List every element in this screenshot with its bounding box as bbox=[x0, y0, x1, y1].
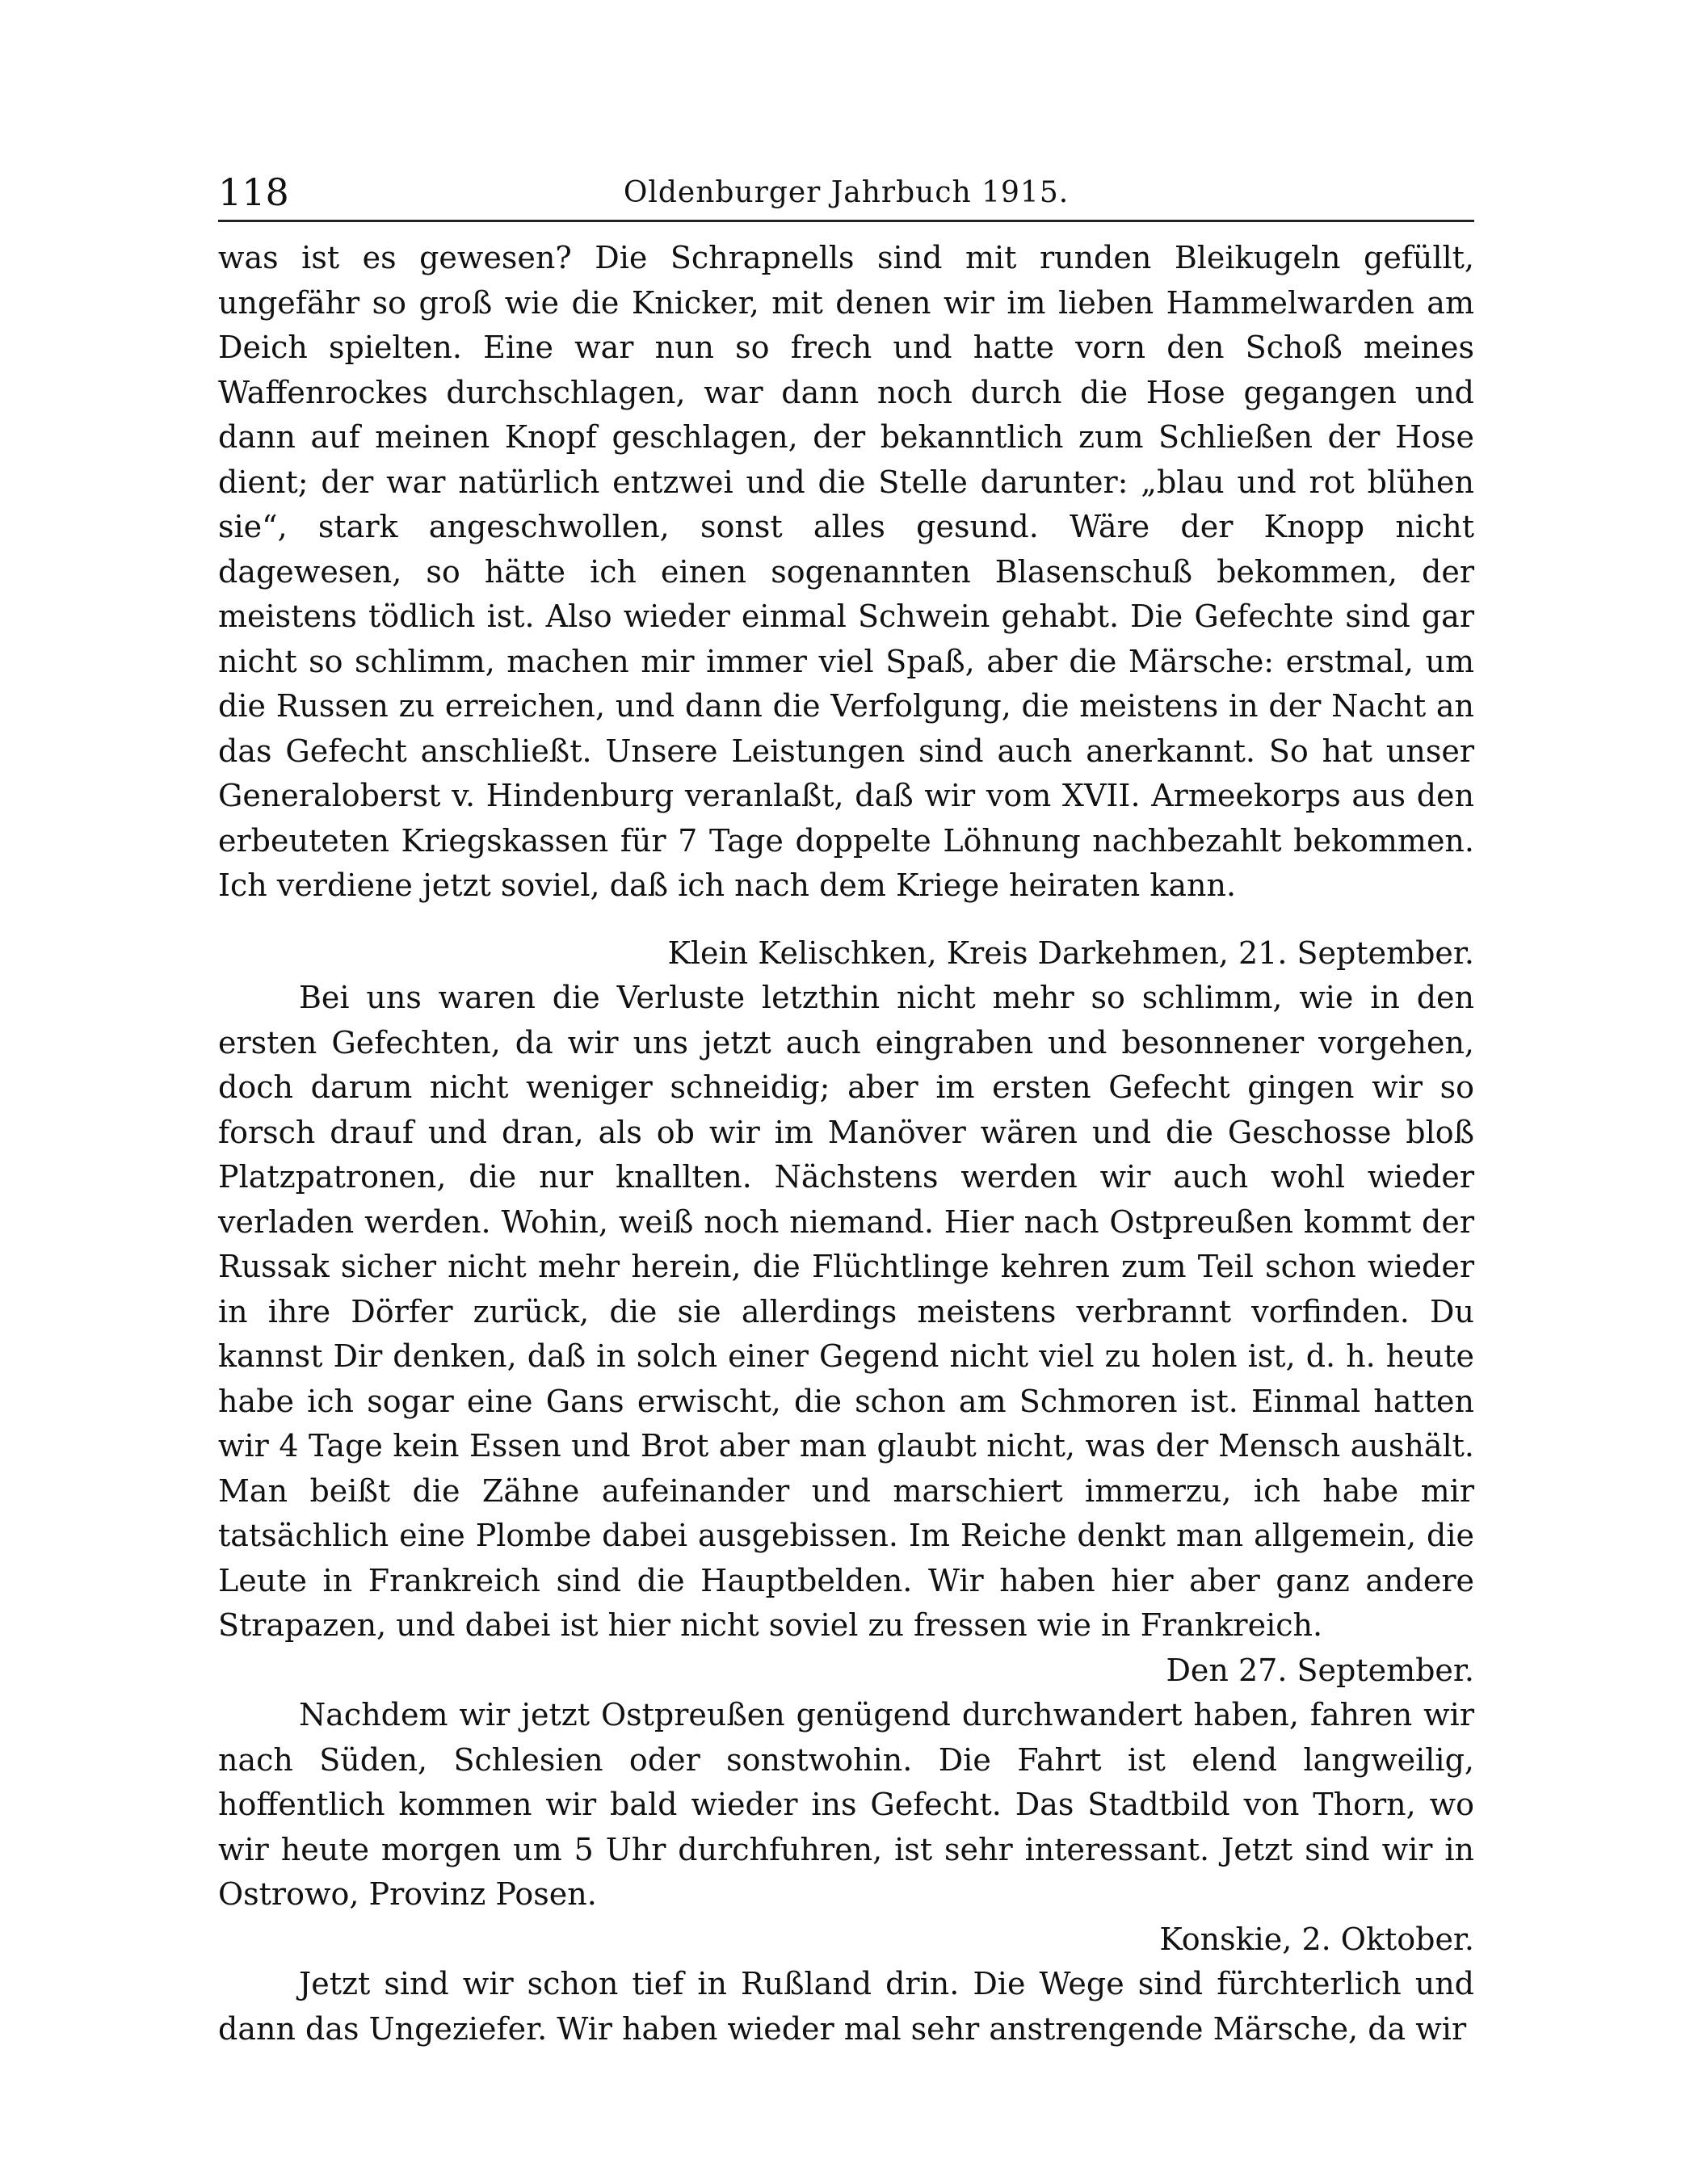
paragraph: Bei uns waren die Verluste letzthin nicht mehr so schlimm, wie in den ersten Gefechten, da wir uns jetzt auch eingraben und besonnener vorgehen, doch darum nicht weniger schneidig; aber im ersten Gefecht gingen wir so forsch drauf und dran, als ob wir im Manöver wären und die Geschosse bloß Platzpatronen, die nur knallten. Nächstens werden wir auch wohl wieder verladen werden. Wohin, weiß noch niemand. Hier nach Ostpreußen kommt der Russak sicher nicht mehr herein, die Flüchtlinge kehren zum Teil schon wieder in ihre Dörfer zurück, die sie allerdings meistens verbrannt vorfinden. Du kannst Dir denken, daß in solch einer Gegend nicht viel zu holen ist, d. h. heute habe ich sogar eine Gans erwischt, die schon am Schmoren ist. Einmal hatten wir 4 Tage kein Essen und Brot aber man glaubt nicht, was der Mensch aushält. Man beißt die Zähne aufeinander und marschiert immerzu, ich habe mir tatsächlich eine Plombe dabei ausgebissen. Im Reiche denkt man allgemein, die Leute in Frankreich sind die Hauptbelden. Wir haben hier aber ganz andere Strapazen, und dabei ist hier nicht soviel zu fressen wie in Frankreich. bbox=[218, 980, 1474, 1643]
paragraph: Jetzt sind wir schon tief in Rußland drin. Die Wege sind fürchterlich und dann das Ungeziefer. Wir haben wieder mal sehr anstrengende Märsche, da wir bbox=[218, 1966, 1474, 2047]
page-number: 118 bbox=[218, 170, 289, 214]
body-text bbox=[218, 236, 1474, 2052]
header-rule bbox=[218, 220, 1474, 222]
dateline: Konskie, 2. Oktober. bbox=[1159, 1921, 1474, 1957]
dateline: Klein Kelischken, Kreis Darkehmen, 21. September. bbox=[667, 934, 1474, 971]
paragraph: Nachdem wir jetzt Ostpreußen genügend durchwandert haben, fahren wir nach Süden, Schlesien oder sonstwohin. Die Fahrt ist elend langweilig, hoffentlich kommen wir bald wieder ins Gefecht. Das Stadtbild von Thorn, wo wir heute morgen um 5 Uhr durchfuhren, ist sehr interessant. Jetzt sind wir in Ostrowo, Provinz Posen. bbox=[218, 1697, 1474, 1912]
paragraph: was ist es gewesen? Die Schrapnells sind mit runden Bleikugeln gefüllt, ungefähr so groß wie die Knicker, mit denen wir im lieben Hammelwarden am Deich spielten. Eine war nun so frech und hatte vorn den Schoß meines Waffenrockes durchschlagen, war dann noch durch die Hose gegangen und dann auf meinen Knopf geschlagen, der bekanntlich zum Schließen der Hose dient; der war natürlich entzwei und die Stelle darunter: „blau und rot blühen sie“, stark angeschwollen, sonst alles gesund. Wäre der Knopp nicht dagewesen, so hätte ich einen sogenannten Blasenschuß bekommen, der meistens tödlich ist. Also wieder einmal Schwein gehabt. Die Gefechte sind gar nicht so schlimm, machen mir immer viel Spaß, aber die Märsche: erstmal, um die Russen zu erreichen, und dann die Verfolgung, die meistens in der Nacht an das Gefecht anschließt. Unsere Leistungen sind auch anerkannt. So hat unser Generaloberst v. Hindenburg veranlaßt, daß wir vom XVII. Armeekorps aus den erbeuteten Kriegskassen für 7 Tage doppelte Löhnung nachbezahlt bekommen. Ich verdiene jetzt soviel, daß ich nach dem Kriege heiraten kann. bbox=[218, 240, 1474, 903]
running-title: Oldenburger Jahrbuch 1915. bbox=[623, 176, 1070, 209]
page-header bbox=[218, 170, 1474, 215]
dateline: Den 27. September. bbox=[1166, 1652, 1474, 1688]
section-gap bbox=[218, 909, 1474, 931]
